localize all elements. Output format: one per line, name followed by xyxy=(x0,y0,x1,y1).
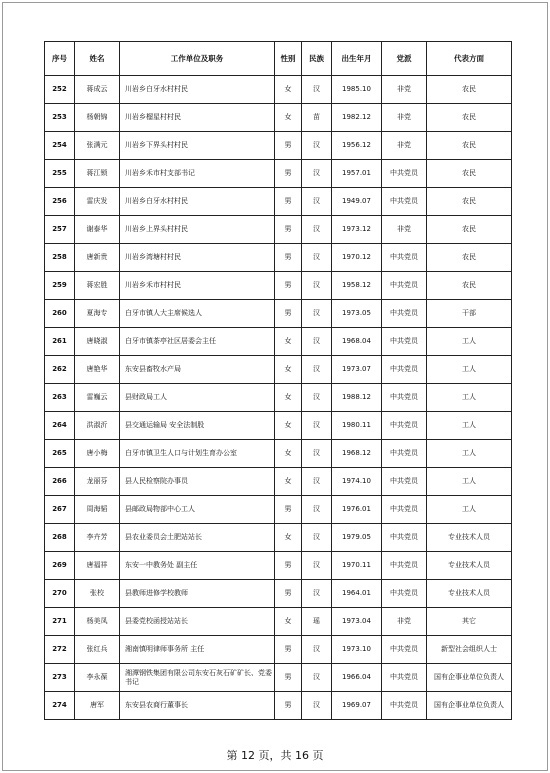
cell-unit: 东安县畜牧水产局 xyxy=(120,356,275,384)
cell-party: 中共党员 xyxy=(382,328,427,356)
table-row xyxy=(45,76,512,104)
cell-ethnicity: 苗 xyxy=(302,104,332,132)
cell-gender: 男 xyxy=(275,692,302,720)
cell-gender: 男 xyxy=(275,300,302,328)
cell-sector: 农民 xyxy=(427,244,512,272)
table-row xyxy=(45,328,512,356)
cell-ethnicity: 汉 xyxy=(302,552,332,580)
cell-name: 杨朝锦 xyxy=(75,104,120,132)
cell-name: 唐新贵 xyxy=(75,244,120,272)
cell-ethnicity: 汉 xyxy=(302,384,332,412)
cell-name: 唐福祥 xyxy=(75,552,120,580)
page-number: 第 12 页，共 16 页 xyxy=(226,749,324,762)
cell-serial: 272 xyxy=(45,636,75,664)
cell-serial: 271 xyxy=(45,608,75,636)
cell-gender: 男 xyxy=(275,496,302,524)
table-row xyxy=(45,496,512,524)
cell-gender: 男 xyxy=(275,580,302,608)
cell-birth: 1973.10 xyxy=(332,636,382,664)
cell-serial: 265 xyxy=(45,440,75,468)
cell-serial: 270 xyxy=(45,580,75,608)
cell-birth: 1969.07 xyxy=(332,692,382,720)
cell-sector: 农民 xyxy=(427,160,512,188)
cell-birth: 1968.04 xyxy=(332,328,382,356)
cell-serial: 266 xyxy=(45,468,75,496)
cell-sector: 农民 xyxy=(427,132,512,160)
cell-serial: 264 xyxy=(45,412,75,440)
cell-ethnicity: 汉 xyxy=(302,76,332,104)
cell-gender: 男 xyxy=(275,664,302,692)
cell-unit: 川岩乡禾市村村民 xyxy=(120,272,275,300)
cell-serial: 269 xyxy=(45,552,75,580)
table-row xyxy=(45,216,512,244)
header-serial: 序号 xyxy=(45,42,75,76)
cell-gender: 男 xyxy=(275,160,302,188)
cell-unit: 湘潭钢铁集团有限公司东安石灰石矿矿长、党委书记 xyxy=(120,664,275,692)
cell-unit: 东安县农商行董事长 xyxy=(120,692,275,720)
cell-sector: 农民 xyxy=(427,272,512,300)
cell-ethnicity: 瑶 xyxy=(302,608,332,636)
cell-sector: 专业技术人员 xyxy=(427,524,512,552)
cell-ethnicity: 汉 xyxy=(302,132,332,160)
cell-unit: 川岩乡下界头村村民 xyxy=(120,132,275,160)
cell-name: 唐军 xyxy=(75,692,120,720)
cell-sector: 国有企事业单位负责人 xyxy=(427,664,512,692)
cell-unit: 川岩乡白牙水村村民 xyxy=(120,188,275,216)
cell-name: 龙丽芬 xyxy=(75,468,120,496)
header-party: 党派 xyxy=(382,42,427,76)
cell-gender: 男 xyxy=(275,132,302,160)
cell-serial: 255 xyxy=(45,160,75,188)
cell-birth: 1988.12 xyxy=(332,384,382,412)
cell-serial: 262 xyxy=(45,356,75,384)
cell-party: 中共党员 xyxy=(382,636,427,664)
cell-birth: 1980.11 xyxy=(332,412,382,440)
cell-birth: 1982.12 xyxy=(332,104,382,132)
cell-sector: 工人 xyxy=(427,328,512,356)
cell-birth: 1973.05 xyxy=(332,300,382,328)
cell-gender: 女 xyxy=(275,440,302,468)
cell-unit: 县财政局工人 xyxy=(120,384,275,412)
table-row xyxy=(45,356,512,384)
cell-sector: 工人 xyxy=(427,440,512,468)
table-row xyxy=(45,468,512,496)
cell-party: 中共党员 xyxy=(382,272,427,300)
cell-ethnicity: 汉 xyxy=(302,664,332,692)
cell-unit: 川岩乡禾市村支部书记 xyxy=(120,160,275,188)
cell-ethnicity: 汉 xyxy=(302,272,332,300)
cell-gender: 男 xyxy=(275,216,302,244)
header-ethnicity: 民族 xyxy=(302,42,332,76)
cell-birth: 1973.07 xyxy=(332,356,382,384)
cell-gender: 女 xyxy=(275,524,302,552)
cell-serial: 263 xyxy=(45,384,75,412)
cell-gender: 女 xyxy=(275,104,302,132)
cell-birth: 1966.04 xyxy=(332,664,382,692)
cell-name: 李卉芳 xyxy=(75,524,120,552)
cell-party: 中共党员 xyxy=(382,692,427,720)
cell-birth: 1976.01 xyxy=(332,496,382,524)
cell-name: 周海韬 xyxy=(75,496,120,524)
table-row xyxy=(45,664,512,692)
cell-birth: 1968.12 xyxy=(332,440,382,468)
cell-birth: 1973.04 xyxy=(332,608,382,636)
cell-birth: 1985.10 xyxy=(332,76,382,104)
cell-sector: 专业技术人员 xyxy=(427,552,512,580)
cell-party: 非党 xyxy=(382,132,427,160)
cell-name: 谢泰华 xyxy=(75,216,120,244)
cell-party: 中共党员 xyxy=(382,524,427,552)
cell-gender: 女 xyxy=(275,328,302,356)
table-row xyxy=(45,692,512,720)
cell-gender: 女 xyxy=(275,608,302,636)
table-row xyxy=(45,636,512,664)
cell-sector: 工人 xyxy=(427,496,512,524)
cell-serial: 252 xyxy=(45,76,75,104)
cell-party: 中共党员 xyxy=(382,468,427,496)
cell-sector: 农民 xyxy=(427,188,512,216)
cell-name: 张满元 xyxy=(75,132,120,160)
cell-name: 唐晓淑 xyxy=(75,328,120,356)
cell-birth: 1979.05 xyxy=(332,524,382,552)
cell-ethnicity: 汉 xyxy=(302,356,332,384)
table-body xyxy=(45,76,512,720)
cell-gender: 女 xyxy=(275,412,302,440)
cell-unit: 县农业委员会土肥站站长 xyxy=(120,524,275,552)
table-row xyxy=(45,132,512,160)
cell-party: 中共党员 xyxy=(382,664,427,692)
cell-name: 李永葆 xyxy=(75,664,120,692)
cell-party: 中共党员 xyxy=(382,552,427,580)
cell-party: 中共党员 xyxy=(382,188,427,216)
cell-unit: 东安一中教务处 副主任 xyxy=(120,552,275,580)
cell-gender: 男 xyxy=(275,272,302,300)
cell-serial: 258 xyxy=(45,244,75,272)
cell-gender: 男 xyxy=(275,244,302,272)
cell-gender: 男 xyxy=(275,636,302,664)
cell-serial: 256 xyxy=(45,188,75,216)
cell-birth: 1956.12 xyxy=(332,132,382,160)
table-row xyxy=(45,300,512,328)
cell-party: 非党 xyxy=(382,76,427,104)
cell-sector: 工人 xyxy=(427,356,512,384)
table-row xyxy=(45,272,512,300)
cell-name: 夏海专 xyxy=(75,300,120,328)
cell-name: 张校 xyxy=(75,580,120,608)
cell-serial: 273 xyxy=(45,664,75,692)
cell-name: 雷巍云 xyxy=(75,384,120,412)
cell-name: 杨美凤 xyxy=(75,608,120,636)
cell-ethnicity: 汉 xyxy=(302,244,332,272)
cell-gender: 女 xyxy=(275,356,302,384)
header-name: 姓名 xyxy=(75,42,120,76)
cell-ethnicity: 汉 xyxy=(302,440,332,468)
cell-ethnicity: 汉 xyxy=(302,692,332,720)
cell-unit: 湘南慎明律师事务所 主任 xyxy=(120,636,275,664)
cell-party: 中共党员 xyxy=(382,580,427,608)
header-birth: 出生年月 xyxy=(332,42,382,76)
cell-name: 蒋成云 xyxy=(75,76,120,104)
cell-unit: 县教师进修学校教师 xyxy=(120,580,275,608)
cell-sector: 其它 xyxy=(427,608,512,636)
cell-party: 中共党员 xyxy=(382,160,427,188)
cell-ethnicity: 汉 xyxy=(302,328,332,356)
cell-ethnicity: 汉 xyxy=(302,468,332,496)
cell-name: 唐艳华 xyxy=(75,356,120,384)
cell-ethnicity: 汉 xyxy=(302,300,332,328)
cell-party: 中共党员 xyxy=(382,496,427,524)
cell-party: 非党 xyxy=(382,608,427,636)
cell-sector: 工人 xyxy=(427,412,512,440)
cell-sector: 干部 xyxy=(427,300,512,328)
header-sector: 代表方面 xyxy=(427,42,512,76)
cell-name: 蒋宏胜 xyxy=(75,272,120,300)
table-row xyxy=(45,188,512,216)
cell-ethnicity: 汉 xyxy=(302,188,332,216)
cell-sector: 农民 xyxy=(427,76,512,104)
cell-serial: 268 xyxy=(45,524,75,552)
cell-serial: 267 xyxy=(45,496,75,524)
cell-sector: 农民 xyxy=(427,216,512,244)
cell-unit: 县委党校函授站站长 xyxy=(120,608,275,636)
cell-unit: 白牙市镇卫生人口与计划生育办公室 xyxy=(120,440,275,468)
cell-serial: 254 xyxy=(45,132,75,160)
cell-ethnicity: 汉 xyxy=(302,636,332,664)
cell-gender: 女 xyxy=(275,76,302,104)
cell-ethnicity: 汉 xyxy=(302,412,332,440)
table-row xyxy=(45,580,512,608)
cell-name: 雷庆发 xyxy=(75,188,120,216)
cell-ethnicity: 汉 xyxy=(302,160,332,188)
table-row xyxy=(45,160,512,188)
cell-sector: 工人 xyxy=(427,384,512,412)
cell-sector: 新型社会组织人士 xyxy=(427,636,512,664)
cell-serial: 253 xyxy=(45,104,75,132)
cell-serial: 260 xyxy=(45,300,75,328)
cell-gender: 女 xyxy=(275,384,302,412)
table-row xyxy=(45,552,512,580)
cell-gender: 男 xyxy=(275,552,302,580)
table-row xyxy=(45,384,512,412)
cell-unit: 县交通运输局 安全法制股 xyxy=(120,412,275,440)
cell-unit: 川岩乡榴星村村民 xyxy=(120,104,275,132)
cell-unit: 白牙市镇茶亭社区居委会主任 xyxy=(120,328,275,356)
cell-birth: 1949.07 xyxy=(332,188,382,216)
table-header-row xyxy=(45,42,512,76)
cell-sector: 农民 xyxy=(427,104,512,132)
cell-name: 洪淑沂 xyxy=(75,412,120,440)
table-row xyxy=(45,244,512,272)
cell-gender: 女 xyxy=(275,468,302,496)
cell-birth: 1957.01 xyxy=(332,160,382,188)
cell-name: 张红兵 xyxy=(75,636,120,664)
representative-table xyxy=(44,41,512,720)
cell-sector: 专业技术人员 xyxy=(427,580,512,608)
cell-birth: 1964.01 xyxy=(332,580,382,608)
cell-sector: 工人 xyxy=(427,468,512,496)
cell-birth: 1958.12 xyxy=(332,272,382,300)
table-row xyxy=(45,412,512,440)
cell-party: 非党 xyxy=(382,104,427,132)
cell-unit: 白牙市镇人大主席候选人 xyxy=(120,300,275,328)
cell-serial: 274 xyxy=(45,692,75,720)
cell-ethnicity: 汉 xyxy=(302,496,332,524)
cell-serial: 257 xyxy=(45,216,75,244)
cell-party: 非党 xyxy=(382,216,427,244)
cell-unit: 县人民检察院办事员 xyxy=(120,468,275,496)
cell-serial: 259 xyxy=(45,272,75,300)
cell-name: 蒋江锁 xyxy=(75,160,120,188)
cell-name: 唐小梅 xyxy=(75,440,120,468)
cell-sector: 国有企事业单位负责人 xyxy=(427,692,512,720)
cell-unit: 川岩乡白牙水村村民 xyxy=(120,76,275,104)
header-gender: 性别 xyxy=(275,42,302,76)
cell-unit: 县邮政局物部中心工人 xyxy=(120,496,275,524)
cell-birth: 1974.10 xyxy=(332,468,382,496)
cell-unit: 川岩乡上界头村村民 xyxy=(120,216,275,244)
cell-birth: 1973.12 xyxy=(332,216,382,244)
cell-party: 中共党员 xyxy=(382,300,427,328)
cell-ethnicity: 汉 xyxy=(302,580,332,608)
cell-ethnicity: 汉 xyxy=(302,216,332,244)
cell-birth: 1970.11 xyxy=(332,552,382,580)
table-row xyxy=(45,104,512,132)
table-row xyxy=(45,608,512,636)
cell-party: 中共党员 xyxy=(382,412,427,440)
cell-serial: 261 xyxy=(45,328,75,356)
table-row xyxy=(45,440,512,468)
cell-party: 中共党员 xyxy=(382,384,427,412)
cell-party: 中共党员 xyxy=(382,440,427,468)
table-row xyxy=(45,524,512,552)
cell-party: 中共党员 xyxy=(382,244,427,272)
cell-ethnicity: 汉 xyxy=(302,524,332,552)
cell-birth: 1970.12 xyxy=(332,244,382,272)
cell-unit: 川岩乡湾塘村村民 xyxy=(120,244,275,272)
cell-party: 中共党员 xyxy=(382,356,427,384)
cell-gender: 男 xyxy=(275,188,302,216)
header-unit: 工作单位及职务 xyxy=(120,42,275,76)
